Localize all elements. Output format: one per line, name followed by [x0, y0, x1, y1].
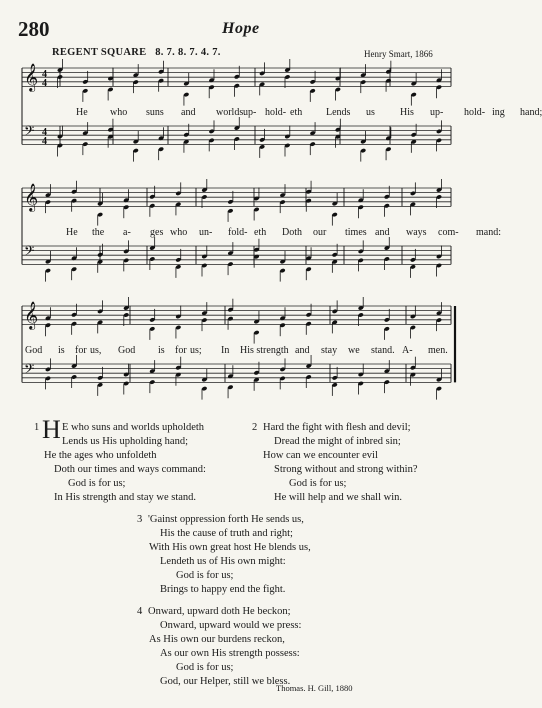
- lyric-syllable: fold-: [228, 227, 248, 238]
- verse-line: Onward, upward would we press:: [160, 620, 302, 631]
- lyric-syllable: He: [76, 107, 88, 118]
- lyric-syllable: suns: [146, 107, 164, 118]
- lyric-syllable: mand:: [476, 227, 501, 238]
- lyric-syllable: ing: [492, 107, 505, 118]
- lyric-syllable: hold-: [265, 107, 287, 118]
- svg-text:4: 4: [42, 136, 47, 147]
- lyric-syllable: and: [295, 345, 310, 356]
- lyric-syllable: for: [75, 345, 87, 356]
- lyric-syllable: hand;: [520, 107, 542, 118]
- lyric-syllable: a-: [123, 227, 131, 238]
- verse-line: God is for us;: [176, 662, 234, 673]
- lyric-syllable: eth: [290, 107, 303, 118]
- verse-line: Doth our times and ways command:: [54, 464, 206, 475]
- verse-line: Strong without and strong within?: [274, 464, 418, 475]
- verse-number: 3: [137, 514, 143, 525]
- verse-number: 2: [252, 422, 258, 433]
- verse-line: As our own His strength possess:: [160, 648, 300, 659]
- lyric-syllable: In: [221, 345, 230, 356]
- lyric-syllable: A-: [402, 345, 413, 356]
- verse-line: God, our Helper, still we bless.: [160, 676, 291, 687]
- lyric-syllable: His: [400, 107, 414, 118]
- lyric-syllable: is: [58, 345, 65, 356]
- svg-text:𝄢: 𝄢: [24, 361, 35, 380]
- verse-line: Dread the might of inbred sin;: [274, 436, 401, 447]
- lyric-syllable: un-: [199, 227, 213, 238]
- svg-text:4: 4: [42, 78, 47, 89]
- lyric-syllable: us: [366, 107, 375, 118]
- verse-line: He the ages who unfoldeth: [44, 450, 157, 461]
- verse-line: He will help and we shall win.: [274, 492, 403, 503]
- lyric-syllable: stand.: [371, 345, 395, 356]
- lyric-syllable: worlds: [216, 107, 244, 118]
- verse-line: In His strength and stay we stand.: [54, 492, 197, 503]
- verse-line: As His own our burdens reckon,: [149, 634, 285, 645]
- verse-line: Hard the fight with flesh and devil;: [263, 422, 411, 433]
- verse-line: 'Gainst oppression forth He sends us,: [148, 514, 304, 525]
- lyric-syllable: God: [118, 345, 136, 356]
- svg-text:4: 4: [42, 127, 47, 138]
- svg-text:𝄞: 𝄞: [24, 301, 39, 329]
- lyric-syllable: times: [345, 227, 367, 238]
- lyric-syllable: and: [375, 227, 390, 238]
- lyric-syllable: we: [348, 345, 360, 356]
- lyric-syllable: us;: [190, 345, 202, 356]
- verse-line: Lendeth us of His own might:: [160, 556, 286, 567]
- verse-line: Lends us His upholding hand;: [62, 436, 188, 447]
- lyric-syllable: us,: [90, 345, 102, 356]
- tune-name: REGENT SQUARE: [52, 47, 147, 58]
- verse-line: His the cause of truth and right;: [160, 528, 293, 539]
- lyric-syllable: ges: [150, 227, 164, 238]
- lyric-syllable: the: [92, 227, 105, 238]
- lyric-syllable: our: [313, 227, 327, 238]
- lyric-syllable: com-: [438, 227, 459, 238]
- verse-line: E who suns and worlds upholdeth: [62, 422, 205, 433]
- lyric-syllable: men.: [428, 345, 448, 356]
- verse-line: With His own great host He blends us,: [149, 542, 311, 553]
- verse-line: Brings to happy end the fight.: [160, 584, 286, 595]
- lyric-syllable: He: [66, 227, 78, 238]
- lyric-syllable: His strength: [240, 345, 289, 356]
- lyric-syllable: for: [175, 345, 187, 356]
- lyric-syllable: Doth: [282, 227, 302, 238]
- svg-text:𝄢: 𝄢: [24, 243, 35, 262]
- verse-number: 4: [137, 606, 143, 617]
- lyric-syllable: who: [170, 227, 188, 238]
- verse-line: God is for us;: [289, 478, 347, 489]
- svg-text:𝄞: 𝄞: [24, 63, 39, 91]
- lyric-syllable: Lends: [326, 107, 351, 118]
- verse-line: Onward, upward doth He beckon;: [148, 606, 291, 617]
- verse-line: How can we encounter evil: [263, 450, 378, 461]
- verse-dropcap: H: [42, 415, 61, 444]
- lyric-syllable: and: [181, 107, 196, 118]
- lyric-syllable: who: [110, 107, 128, 118]
- author: Thomas. H. Gill, 1880: [276, 683, 353, 693]
- hymn-title: Hope: [222, 20, 260, 37]
- lyric-syllable: stay: [321, 345, 338, 356]
- lyric-syllable: is: [158, 345, 165, 356]
- lyric-syllable: eth: [254, 227, 267, 238]
- lyric-syllable: ways: [406, 227, 427, 238]
- lyric-syllable: hold-: [464, 107, 486, 118]
- svg-text:4: 4: [42, 69, 47, 80]
- tune-info: [52, 47, 221, 58]
- tune-meter: 8. 7. 8. 7. 4. 7.: [155, 47, 221, 58]
- lyric-syllable: up-: [243, 107, 257, 118]
- verse-line: God is for us;: [176, 570, 234, 581]
- verse-number: 1: [34, 422, 40, 433]
- svg-text:𝄞: 𝄞: [24, 183, 39, 211]
- hymn-number: 280: [18, 17, 50, 41]
- svg-text:𝄢: 𝄢: [24, 123, 35, 142]
- verse-line: God is for us;: [68, 478, 126, 489]
- lyric-syllable: God: [25, 345, 43, 356]
- lyric-syllable: up-: [430, 107, 444, 118]
- composer: Henry Smart, 1866: [364, 49, 433, 59]
